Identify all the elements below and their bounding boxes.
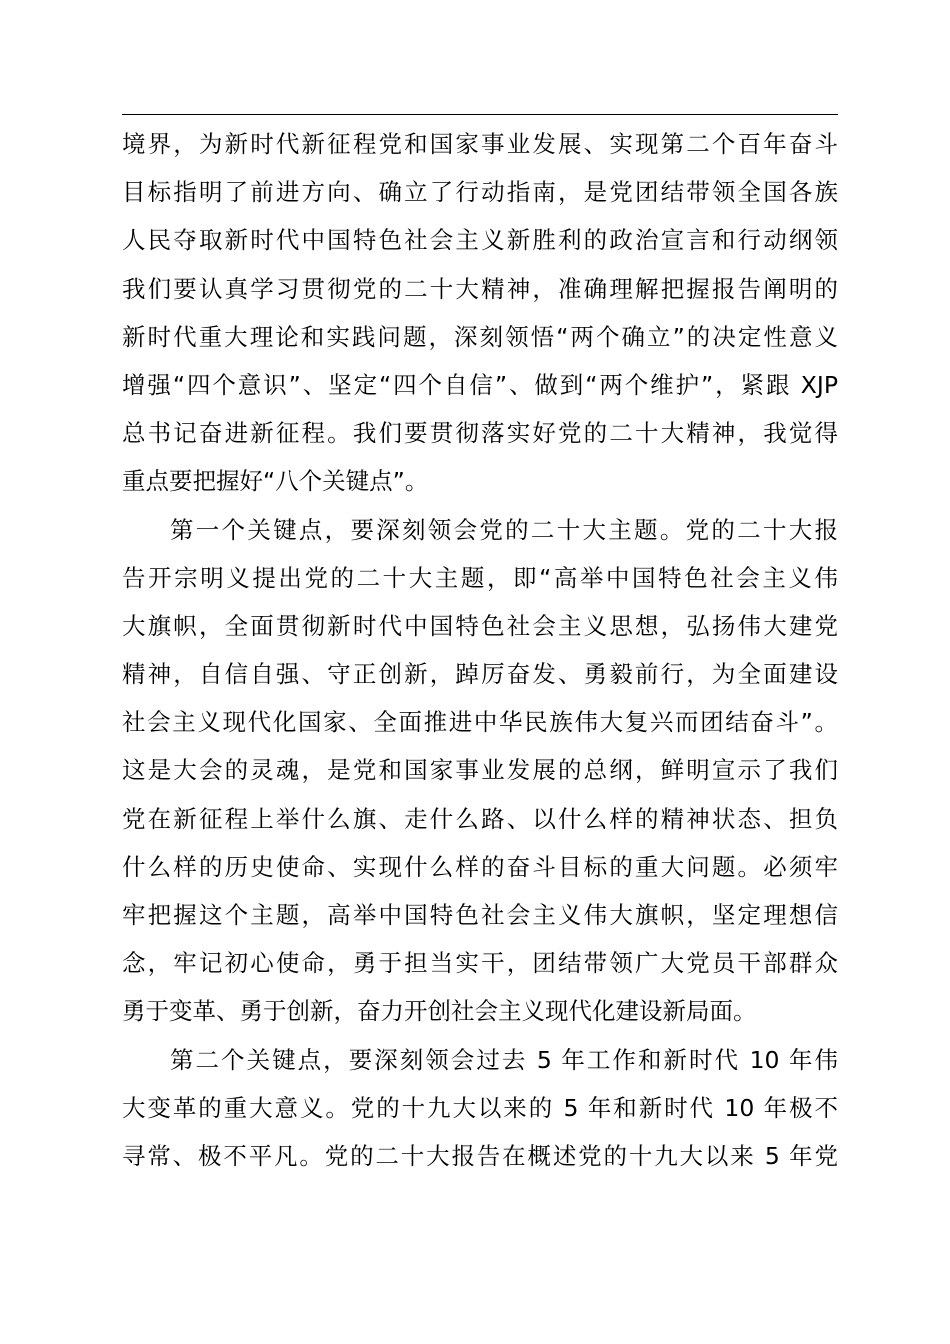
text-line: 大旗帜，全面贯彻新时代中国特色社会主义思想，弘扬伟大建党 (122, 611, 838, 640)
text-line: 新时代重大理论和实践问题，深刻领悟“两个确立”的决定性意义 (122, 322, 838, 351)
text-line: 社会主义现代化国家、全面推进中华民族伟大复兴而团结奋斗”。 (122, 708, 838, 737)
text-line: 我们要认真学习贯彻党的二十大精神，准确理解把握报告阐明的 (122, 274, 838, 303)
text-line: 境界，为新时代新征程党和国家事业发展、实现第二个百年奋斗 (122, 130, 838, 158)
header-rule (122, 114, 838, 115)
text-line: 大变革的重大意义。党的十九大以来的 5 年和新时代 10 年极不 (122, 1093, 838, 1122)
text-line: 寻常、极不平凡。党的二十大报告在概述党的十九大以来 5 年党 (122, 1141, 838, 1170)
text-line: 总书记奋进新征程。我们要贯彻落实好党的二十大精神，我觉得 (122, 419, 838, 448)
text-line: 告开宗明义提出党的二十大主题，即“高举中国特色社会主义伟 (122, 563, 838, 592)
text-line: 勇于变革、勇于创新，奋力开创社会主义现代化建设新局面。 (122, 997, 757, 1026)
text-line: 念，牢记初心使命，勇于担当实干，团结带领广大党员干部群众 (122, 949, 838, 978)
text-line: 人民夺取新时代中国特色社会主义新胜利的政治宣言和行动纲领 (122, 226, 838, 255)
text-line: 目标指明了前进方向、确立了行动指南，是党团结带领全国各族 (122, 178, 838, 207)
text-line: 这是大会的灵魂，是党和国家事业发展的总纲，鲜明宣示了我们 (122, 756, 838, 785)
document-body (122, 120, 838, 1180)
text-line: 什么样的历史使命、实现什么样的奋斗目标的重大问题。必须牢 (122, 852, 838, 881)
paragraph-first-line: 第一个关键点，要深刻领会党的二十大主题。党的二十大报 (170, 515, 838, 544)
paragraph-first-line: 第二个关键点，要深刻领会过去 5 年工作和新时代 10 年伟 (170, 1045, 838, 1074)
text-line: 精神，自信自强、守正创新，踔厉奋发、勇毅前行，为全面建设 (122, 660, 838, 689)
text-line: 增强“四个意识”、坚定“四个自信”、做到“两个维护”，紧跟 XJP (122, 370, 838, 399)
text-line: 党在新征程上举什么旗、走什么路、以什么样的精神状态、担负 (122, 804, 838, 833)
text-line: 牢把握这个主题，高举中国特色社会主义伟大旗帜，坚定理想信 (122, 901, 838, 929)
text-line: 重点要把握好“八个关键点”。 (122, 467, 429, 496)
